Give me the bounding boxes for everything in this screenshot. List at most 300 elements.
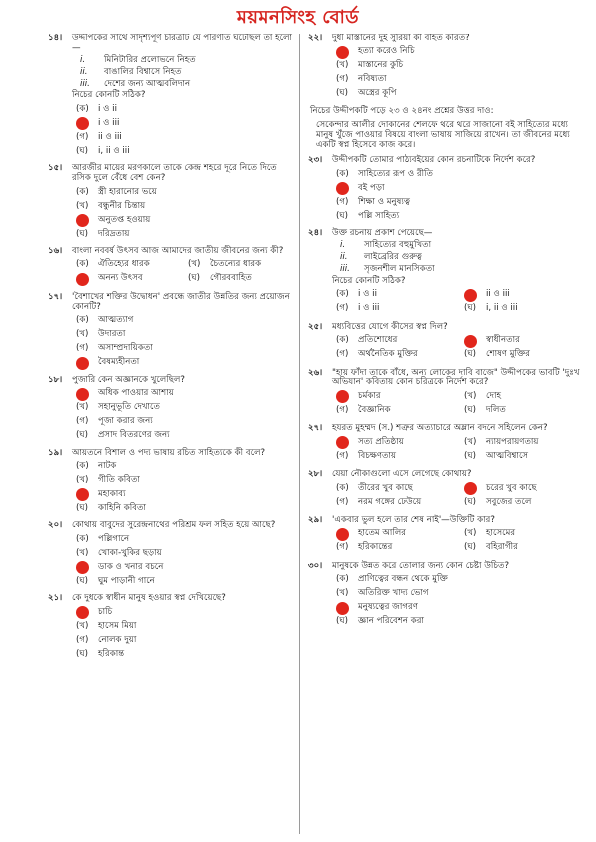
option-list [336,335,586,363]
answer-mark [76,561,98,574]
option-label: (ঘ) [336,88,349,99]
option[interactable] [464,303,586,316]
statement-text: সৃজনশীল মানসিকতা [364,263,435,274]
filled-circle-icon [76,561,89,574]
option-text: i, ii ও iii [98,145,130,156]
answer-mark [76,357,98,370]
option-label: (গ) [76,131,89,142]
option-text: দলিত [486,404,506,415]
option[interactable] [464,450,586,463]
option-list [336,528,586,556]
option-label: (ঘ) [76,575,89,586]
filled-circle-icon [336,436,349,449]
question-number: ৩০। [308,560,323,571]
answer-mark [336,46,358,59]
option-label: (গ) [336,496,349,507]
option-text: সাহিত্যের রূপ ও রীতি [358,168,433,179]
question [48,449,294,516]
answer-mark [336,602,358,615]
option-label: (গ) [336,542,349,553]
option[interactable] [336,542,458,555]
option-list [76,259,294,287]
answer-mark [76,388,98,401]
option-text: অর্থনৈতিক মুক্তির [358,349,418,360]
filled-circle-icon [336,390,349,403]
option[interactable] [336,496,458,509]
right-column-bottom [308,156,586,628]
option-text: i, ii ও iii [486,303,518,314]
option[interactable] [76,343,294,356]
question-text: যেয়া নৌকাগুলো এসে লেগেছে কোথায়? [332,469,472,480]
left-column [48,34,294,838]
option-label: (ক) [76,259,89,270]
option-label: (ঘ) [76,430,89,441]
option-text: মনুষ্যত্বের জাগরণ [358,602,418,613]
option[interactable] [76,186,294,199]
option-text: খোকা-খুকির ছড়ায় [98,547,162,558]
option-text: হরিকান্তের [358,542,393,553]
passage-body: সেকেন্দার আলীর দোকানের শেলফে থরে থরে সাজানো বই সাহিত্যের মধ্যে মানুষ খুঁজে পাওয়ার বিষয়ে বাংলা ভাষায় সাজিয়ে রাখেন। তা জীবনের মধ্যে একটি স্বপ্ন হিসেবে কাজ করে। [316,119,570,150]
option-list [76,186,294,241]
option-list [76,315,294,370]
option[interactable] [76,273,182,286]
question-text: কে দুধকে স্বাধীন মানুষ হওয়ার স্বপ্ন দেখিয়েছে? [72,593,226,604]
option-label: (ক) [76,103,89,114]
option-text: অনুতপ্ত হওয়ায় [98,214,151,225]
option-label: (খ) [76,474,89,485]
option[interactable] [76,145,294,158]
option-text: ঘুম পাড়ানী গানে [98,575,155,586]
sub-question: নিচের কোনটি সঠিক? [72,90,146,101]
option[interactable] [76,357,294,370]
statement-text: লাইব্রেরির গুরুত্ব [364,252,422,262]
question [48,164,294,241]
option-list [336,168,586,223]
option-label: (ঘ) [464,496,477,507]
option[interactable] [336,168,586,181]
question-number: ২০। [48,520,63,531]
option-text: হরিকান্ত [98,648,125,659]
option[interactable] [76,416,294,429]
statement-list [80,56,294,90]
option-text: উদারতা [98,329,126,340]
option-list [76,606,294,661]
option[interactable] [76,648,294,661]
filled-circle-icon [76,273,89,286]
question-text: আরজীর মায়ের মরণকালে তাকে কেন্দ্র শহরে দূরে নিতে দিতে রসিক দুলে বেঁধে বেশ কেন? [72,163,277,184]
option-text: ii ও iii [98,131,122,142]
option-text: ডাক ও খনার বচনে [98,561,164,572]
option-text: সহানুভূতি দেখাতে [98,402,160,413]
filled-circle-icon [464,482,477,495]
answer-mark [76,214,98,227]
statement [340,265,586,275]
option-list [76,388,294,443]
statement [80,68,294,78]
option-text: বন্ধুনীর চিন্তায় [98,200,146,211]
option-label: (ঘ) [464,450,477,461]
page-title: ময়মনসিংহ বোর্ড [236,7,360,28]
option[interactable] [464,289,586,302]
question-number: ২৩। [308,155,323,166]
option-text: প্রতিশোধের [358,335,398,346]
option[interactable] [336,482,458,495]
option-label: (গ) [336,349,349,360]
option[interactable] [76,474,294,487]
answer-mark [76,606,98,619]
option-text: চৈতন্যের ধারক [210,259,262,270]
option[interactable] [188,273,294,286]
option[interactable] [336,46,586,59]
option[interactable] [336,196,586,209]
answer-mark [76,488,98,501]
answer-mark [336,182,358,195]
option-text: পূজা করার জন্য [98,416,153,427]
option-label: (গ) [336,303,349,314]
question-number: ১৮। [48,374,63,385]
option-text: স্বাধীনতার [486,335,520,346]
option[interactable] [76,561,294,574]
option[interactable] [464,404,586,417]
question [308,156,586,223]
option[interactable] [76,131,294,144]
option-label: (ঘ) [336,616,349,627]
option-text: চাচি [98,606,113,617]
option[interactable] [76,228,294,241]
option-list [76,460,294,515]
option-text: প্রসাদ বিতরণের জন্য [98,430,170,441]
option[interactable] [464,496,586,509]
statement [340,253,586,263]
option-label: (ঘ) [76,228,89,239]
option-label: (খ) [76,402,89,413]
option[interactable] [336,74,586,87]
statement-text: বাঙালির বিশ্বাসে নিহত [104,66,182,77]
option-text: i ও iii [358,303,380,314]
option[interactable] [336,182,586,195]
question [48,247,294,287]
question-number: ১৯। [48,447,63,458]
option[interactable] [76,388,294,401]
option-text: চর্মকার [358,390,381,401]
option[interactable] [336,289,458,302]
option-label: (ক) [76,315,89,326]
question [308,516,586,556]
answer-mark [76,117,98,130]
option-text: শোষণ মুক্তির [486,349,531,360]
passage-heading: নিচের উদ্দীপকটি পড়ে ২৩ ও ২৪নং প্রশ্নের উত্তর দাও: [310,105,494,116]
option-text: দরিদ্রতায় [98,228,130,239]
option[interactable] [464,349,586,362]
option-text: বিচক্ষণতায় [358,450,397,461]
statement-label: iii. [340,263,350,274]
option-text: তীরের খুব কাছে [358,482,413,493]
option-label: (গ) [76,634,89,645]
option-text: বৈজ্ঞানিক [358,404,391,415]
question-text: আয়তনে বিশাল ও পদ্য ভাষায় রচিত সাহিত্যকে কী বলে? [72,447,266,458]
statement [80,80,294,90]
question-text: দুধী মাস্তানের দুই সুরিয়া কী বহিত করিত? [332,34,470,43]
statement-text: দেশের জন্য আত্মবলিদান [104,78,191,89]
option-text: অতিরিক্ত খাদ্য ভোগ [358,588,429,599]
option-label: (খ) [76,200,89,211]
question [308,562,586,629]
question-text: 'একবার ভুল হলে তার শেষ নাই'—উক্তিটি কার? [332,515,495,525]
option-text: i ও ii [358,289,377,300]
right-column [308,34,586,838]
filled-circle-icon [76,388,89,401]
option-label: (ঘ) [464,349,477,360]
option[interactable] [76,329,294,342]
question-text: উদ্দীপকের সাথে সাদৃশ্যপূর্ণ চরিত্রটি যে পরিণতি ঘটেছিল তা হলো— [72,34,293,53]
option-label: (খ) [76,329,89,340]
option-list [336,390,586,418]
filled-circle-icon [336,46,349,59]
option-text: পল্লি সাহিত্য [358,210,400,221]
option-text: হাসেম মিয়া [98,620,137,631]
statement [80,56,294,66]
option-text: গীতি কবিতা [98,474,140,485]
option[interactable] [76,460,294,473]
option-text: নরম গঙ্গের ঢেউয়ে [358,496,422,507]
option-text: সত্য প্রতিষ্ঠায় [358,436,404,447]
question-text: 'বৈশাখের শক্তির উদ্বোধন' প্রবন্ধে জাতীর উন্নতির জন্য প্রয়োজন কোনটি? [72,291,290,312]
option[interactable] [336,210,586,223]
statement-label: i. [80,54,86,65]
option-label: (ঘ) [76,502,89,513]
option-label: (খ) [464,436,477,447]
option-text: অধিক পাওয়ার আশায় [98,388,174,399]
filled-circle-icon [336,528,349,541]
question [308,229,586,316]
question-number: ২৯। [308,515,323,525]
option-label: (ঘ) [464,542,477,553]
answer-mark [76,273,98,286]
statement-label: ii. [80,66,88,77]
option[interactable] [336,436,458,449]
option[interactable] [336,303,458,316]
option-label: (খ) [188,259,201,270]
option[interactable] [76,103,294,116]
option[interactable] [464,335,586,348]
right-column-top [308,34,586,101]
option[interactable] [336,602,586,615]
option[interactable] [76,214,294,227]
question-number: ২৫। [308,321,323,332]
option[interactable] [336,574,586,587]
option[interactable] [464,528,586,541]
option-text: হত্যা করেও নিচি [358,46,415,57]
option[interactable] [76,533,294,546]
option[interactable] [76,620,294,633]
option[interactable] [336,390,458,403]
option-label: (ক) [76,186,89,197]
option-text: হাতেম আলির [358,528,407,539]
option[interactable] [464,390,586,403]
option[interactable] [76,117,294,130]
option-text: ন্যায়পরায়ণতায় [486,436,539,447]
option[interactable] [336,349,458,362]
question-number: ২৭। [308,423,323,434]
option-text: ii ও iii [486,289,510,300]
option-text: নবিষ্যতা [358,74,387,85]
option-label: (খ) [336,588,349,599]
option-list [336,436,586,464]
option-label: (গ) [336,196,349,207]
option[interactable] [76,547,294,560]
option-text: অনন্য উৎসব [98,273,143,284]
answer-mark [336,436,358,449]
option-text: হাসেমের [486,528,516,539]
option-label: (ঘ) [464,404,477,415]
option-text: i ও ii [98,103,117,114]
question [48,293,294,370]
statement [340,241,586,251]
option-label: (ক) [336,335,349,346]
option-label: (গ) [76,343,89,354]
option-text: শিক্ষা ও মনুষ্যত্ব [358,196,411,207]
question-text: "হায় ফাঁদা তাকে বাঁধে, অন্য লোকের দাবি বাজে" উদ্দীপকের ভাবটি 'দুঃখ অভিযান' কবিতায় কোন চরিত্রকে নির্দেশ করে? [332,367,580,388]
option-label: (ঘ) [336,210,349,221]
question-number: ১৬। [48,246,63,256]
option-text: মাস্তানের কুচি [358,60,404,71]
filled-circle-icon [336,182,349,195]
filled-circle-icon [336,602,349,615]
option-label: (খ) [336,60,349,71]
option[interactable] [76,634,294,647]
option-text: গৌরববাহিত [210,273,252,284]
question-number: ২৮। [308,469,323,480]
option-text: নাটক [98,460,117,471]
option[interactable] [76,502,294,515]
question [308,470,586,510]
filled-circle-icon [76,357,89,370]
option-label: (গ) [76,416,89,427]
passage [310,107,586,151]
option[interactable] [336,528,458,541]
option[interactable] [336,335,458,348]
option-list [336,574,586,629]
question-text: মধ্যবিত্তের যোগে কীসের স্বপ্ন দিল? [332,321,448,332]
question-text: হযরত মুহম্মদ (স.) শত্রুর অত্যাচারে অম্লান বদনে সহিলেন কেন? [332,423,548,434]
question-text: বাংলা নববর্ষ উৎসব আজ আমাদের জাতীয় জীবনের জন্য কী? [72,246,284,256]
option-list [336,46,586,101]
question-text: উদ্দীপকটি তোমার পাঠ্যবইয়ের কোন রচনাটিকে নির্দেশ করে? [332,155,536,166]
option-list [336,482,586,510]
option[interactable] [336,588,586,601]
option-text: i ও iii [98,117,120,128]
filled-circle-icon [76,214,89,227]
option-label: (ঘ) [188,273,201,284]
option-list [76,533,294,588]
option[interactable] [76,430,294,443]
answer-mark [464,482,486,495]
statement-label: iii. [80,78,90,89]
question-number: ২১। [48,593,63,604]
option-text: বই পড়া [358,182,385,193]
option[interactable] [464,436,586,449]
option-text: কাহিনি কবিতা [98,502,146,513]
option-label: (ক) [336,289,349,300]
option[interactable] [188,259,294,272]
question-number: ১৫। [48,163,63,174]
option[interactable] [336,88,586,101]
option-list [76,103,294,158]
option-text: চরের খুব কাছে [486,482,537,493]
option[interactable] [76,606,294,619]
option[interactable] [76,200,294,213]
question [308,369,586,419]
sub-question: নিচের কোনটি সঠিক? [332,275,406,286]
option[interactable] [336,450,458,463]
option[interactable] [76,259,182,272]
question-number: ২৬। [308,367,323,378]
option-text: পল্লিগানে [98,533,130,544]
option[interactable] [76,488,294,501]
option[interactable] [464,482,586,495]
question [48,376,294,443]
answer-mark [336,390,358,403]
statement-label: i. [340,240,346,251]
question-text: মানুষকে উন্নত করে তোলার জন্য কোন চেষ্টা উচিত? [332,560,510,571]
option[interactable] [76,402,294,415]
option-text: আত্মবিশ্বাসে [486,450,529,461]
option-label: (ক) [76,460,89,471]
option[interactable] [336,404,458,417]
option-text: ঐতিহ্যের ধারক [98,259,150,270]
option-text: অস্ত্রের কূপি [358,88,397,99]
option-label: (গ) [336,74,349,85]
option-text: জ্ঞান পরিবেশন করা [358,616,425,627]
option-label: (গ) [336,450,349,461]
option-label: (খ) [464,390,477,401]
filled-circle-icon [464,289,477,302]
question-number: ২২। [308,34,323,43]
option-label: (ক) [76,533,89,544]
option-label: (ক) [336,574,349,585]
question [308,323,586,363]
statement-text: মিনিটারির প্রলোভনে নিহত [104,54,196,65]
statement-text: সাহিত্যের বহুমুখিতা [364,240,432,251]
option-list [336,289,586,317]
option[interactable] [76,315,294,328]
option[interactable] [336,616,586,629]
option-text: নোলক দুয়া [98,634,137,645]
option-text: আত্মত্যাগ [98,315,134,326]
column-divider [299,34,300,834]
option-label: (ঘ) [76,145,89,156]
option-label: (ঘ) [464,303,477,314]
option[interactable] [464,542,586,555]
question-number: ২৪। [308,228,323,239]
option-text: বহিরাগীর [486,542,518,553]
filled-circle-icon [76,606,89,619]
filled-circle-icon [76,117,89,130]
answer-mark [464,289,486,302]
option-text: দোহ [486,390,502,401]
option-label: (ঘ) [76,648,89,659]
option-text: প্রাণিত্বের বন্ধন থেকে মুক্তি [358,574,448,585]
option-text: মহাকাব্য [98,488,126,499]
question-number: ১৭। [48,291,63,302]
option[interactable] [76,575,294,588]
option[interactable] [336,60,586,73]
question [308,34,586,101]
question [48,34,294,158]
filled-circle-icon [76,488,89,501]
answer-mark [464,335,486,348]
option-text: অসাম্প্রদায়িকতা [98,343,153,354]
